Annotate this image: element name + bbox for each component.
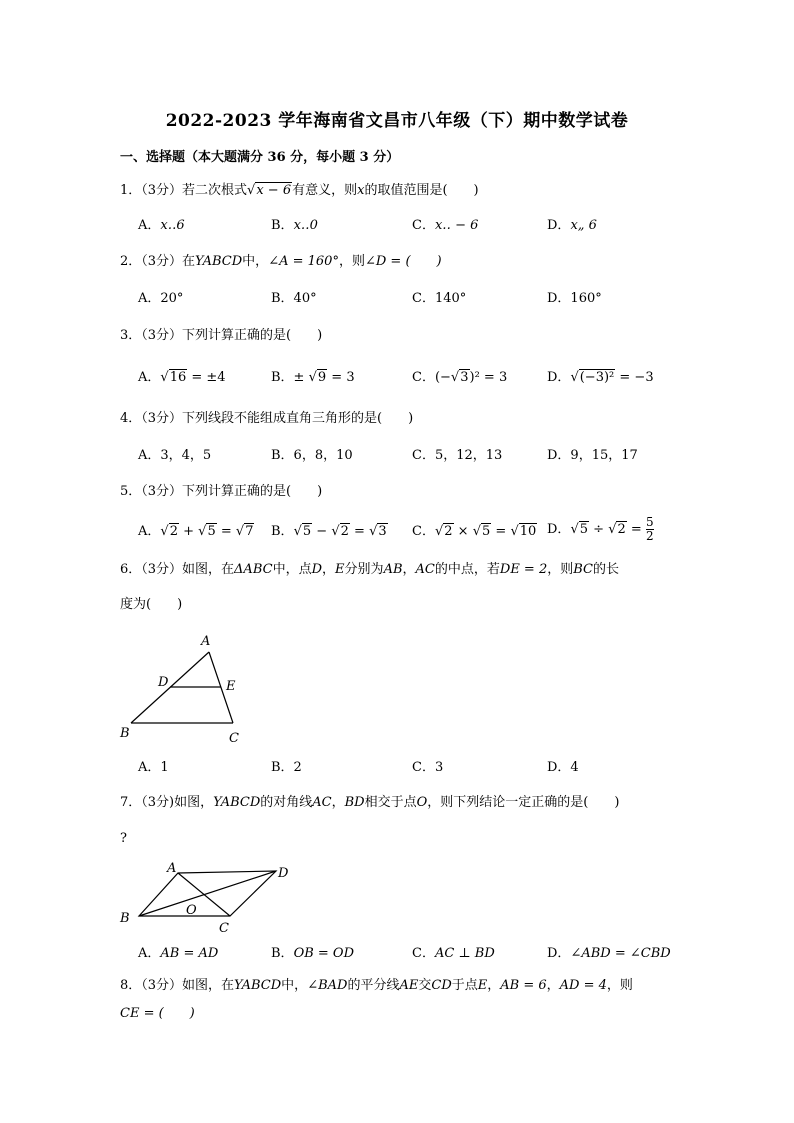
question-7-stem: 7．（3分)如图，YABCD的对角线AC，BD相交于点O，则下列结论一定正确的是( ) — [120, 795, 620, 810]
label-d: D — [158, 675, 169, 690]
label-d: D — [278, 866, 289, 881]
question-2-option-b[interactable]: B．40° — [271, 291, 317, 306]
question-5-stem: 5．（3分）下列计算正确的是( ) — [120, 484, 323, 499]
question-4-option-d[interactable]: D．9，15，17 — [547, 448, 638, 463]
question-4-option-a[interactable]: A．3，4，5 — [138, 448, 212, 463]
question-3-option-d[interactable]: D．√(−3)² = −3 — [547, 370, 654, 385]
question-7-stem-cont: ? — [120, 831, 127, 846]
label-c: C — [219, 921, 229, 936]
question-6-option-b[interactable]: B．2 — [271, 760, 302, 775]
question-3-option-b[interactable]: B．± √9 = 3 — [271, 370, 355, 385]
label-b: B — [120, 726, 130, 741]
question-3-option-a[interactable]: A．√16 = ±4 — [138, 370, 226, 385]
label-a: A — [201, 634, 211, 649]
question-2-option-a[interactable]: A．20° — [138, 291, 184, 306]
question-8-stem-cont: CE = ( ) — [120, 1006, 195, 1021]
label-b: B — [120, 911, 130, 926]
label-c: C — [229, 731, 239, 746]
question-3-option-c[interactable]: C．(−√3)² = 3 — [412, 370, 508, 385]
question-7-option-c[interactable]: C．AC ⊥ BD — [412, 946, 495, 961]
question-5-option-a[interactable]: A．√2 + √5 = √7 — [138, 524, 254, 539]
question-4-option-c[interactable]: C．5，12，13 — [412, 448, 503, 463]
question-5-option-d[interactable]: D．√5 ÷ √2 = $\frac{5}{2}$ — [547, 515, 654, 543]
paper-title: 2022-2023 学年海南省文昌市八年级（下）期中数学试卷 — [165, 111, 629, 131]
question-4-option-b[interactable]: B．6，8，10 — [271, 448, 353, 463]
question-2-option-c[interactable]: C．140° — [412, 291, 467, 306]
fraction: $\frac{5}{2}$ — [645, 515, 654, 543]
question-2-stem: 2．（3分）在YABCD中，∠A = 160°，则∠D = ( ) — [120, 254, 442, 269]
label-e: E — [226, 679, 236, 694]
question-6-stem: 6．（3分）如图，在ΔABC中，点D，E分别为AB，AC的中点，若DE = 2，则BC的长 — [120, 562, 620, 577]
label-a: A — [167, 861, 177, 876]
section-heading: 一、选择题（本大题满分 36 分，每小题 3 分） — [120, 150, 400, 165]
question-7-option-a[interactable]: A．AB = AD — [138, 946, 219, 961]
question-1-stem: 1．（3分）若二次根式√x − 6有意义，则x的取值范围是( ) — [120, 183, 479, 198]
question-6-option-d[interactable]: D．4 — [547, 760, 579, 775]
question-6-option-a[interactable]: A．1 — [138, 760, 169, 775]
question-7-option-d[interactable]: D．∠ABD = ∠CBD — [547, 946, 671, 961]
question-1-option-d[interactable]: D．x„ 6 — [547, 218, 597, 233]
question-5-option-c[interactable]: C．√2 × √5 = √10 — [412, 524, 537, 539]
question-1-option-c[interactable]: C．x‥ − 6 — [412, 218, 479, 233]
question-6-stem-cont: 度为( ) — [120, 597, 183, 612]
question-5-option-b[interactable]: B．√5 − √2 = √3 — [271, 524, 387, 539]
question-4-stem: 4．（3分）下列线段不能组成直角三角形的是( ) — [120, 411, 414, 426]
question-3-stem: 3．（3分）下列计算正确的是( ) — [120, 328, 323, 343]
question-8-stem: 8．（3分）如图，在YABCD中，∠BAD的平分线AE交CD于点E，AB = 6，AD = 4，则 — [120, 978, 633, 993]
question-1-option-a[interactable]: A．x‥6 — [138, 218, 185, 233]
question-2-option-d[interactable]: D．160° — [547, 291, 602, 306]
question-6-option-c[interactable]: C．3 — [412, 760, 444, 775]
label-o: O — [186, 903, 197, 918]
question-7-option-b[interactable]: B．OB = OD — [271, 946, 355, 961]
question-1-option-b[interactable]: B．x‥0 — [271, 218, 318, 233]
